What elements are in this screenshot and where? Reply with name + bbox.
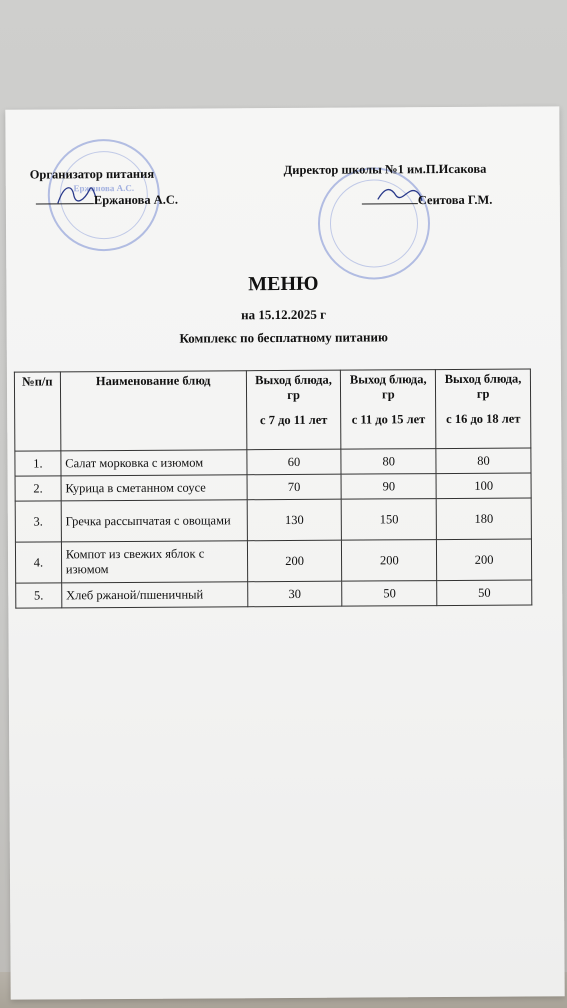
dish-name: Курица в сметанном соусе <box>61 475 247 501</box>
dish-name: Компот из свежих яблок с изюмом <box>61 541 247 583</box>
yield-16-18: 80 <box>436 448 531 474</box>
yield-7-11: 60 <box>247 449 342 475</box>
table-header-row <box>14 369 530 451</box>
yield-16-18: 200 <box>437 539 532 581</box>
left-stamp-text: Ержанова А.С. <box>73 182 135 194</box>
header-yield-11-15: Выход блюда, гр с 11 до 15 лет <box>341 370 436 450</box>
yield-11-15: 200 <box>342 540 437 582</box>
header-yield-7-11: Выход блюда, гр с 7 до 11 лет <box>246 370 341 450</box>
header-number: №п/п <box>14 372 60 451</box>
yield-11-15: 80 <box>341 449 436 475</box>
document-date: на 15.12.2025 г <box>241 306 327 323</box>
yield-11-15: 150 <box>342 499 437 541</box>
row-number: 2. <box>15 476 61 501</box>
document-title: МЕНЮ <box>248 272 319 296</box>
yield-7-11: 30 <box>247 581 342 607</box>
row-number: 1. <box>15 451 61 476</box>
header-dish-name: Наименование блюд <box>60 371 246 451</box>
right-role: Директор школы №1 им.П.Исакова <box>283 161 487 178</box>
dish-name: Хлеб ржаной/пшеничный <box>61 582 247 608</box>
menu-table <box>14 368 532 608</box>
table-row <box>15 498 531 542</box>
yield-7-11: 130 <box>247 499 342 541</box>
dish-name: Салат морковка с изюмом <box>61 450 247 476</box>
table-row <box>15 448 531 476</box>
document-subtitle: Комплекс по бесплатному питанию <box>179 329 388 346</box>
table-row <box>16 580 532 608</box>
left-role: Организатор питания <box>29 166 155 182</box>
yield-7-11: 70 <box>247 474 342 500</box>
row-number: 4. <box>15 542 61 583</box>
row-number: 5. <box>16 583 62 608</box>
left-name: Ержанова А.С. <box>93 192 179 208</box>
yield-11-15: 50 <box>342 581 437 607</box>
yield-16-18: 50 <box>437 580 532 606</box>
table-row <box>15 473 531 501</box>
right-name: Сеитова Г.М. <box>417 192 493 208</box>
yield-16-18: 100 <box>436 473 531 499</box>
yield-16-18: 180 <box>436 498 531 540</box>
header-yield-16-18: Выход блюда, гр с 16 до 18 лет <box>436 369 531 449</box>
table-row <box>15 539 531 583</box>
menu-document <box>5 106 564 999</box>
dish-name: Гречка рассыпчатая с овощами <box>61 500 247 542</box>
row-number: 3. <box>15 501 61 542</box>
yield-11-15: 90 <box>341 474 436 500</box>
right-signature <box>376 179 424 207</box>
yield-7-11: 200 <box>247 540 342 582</box>
